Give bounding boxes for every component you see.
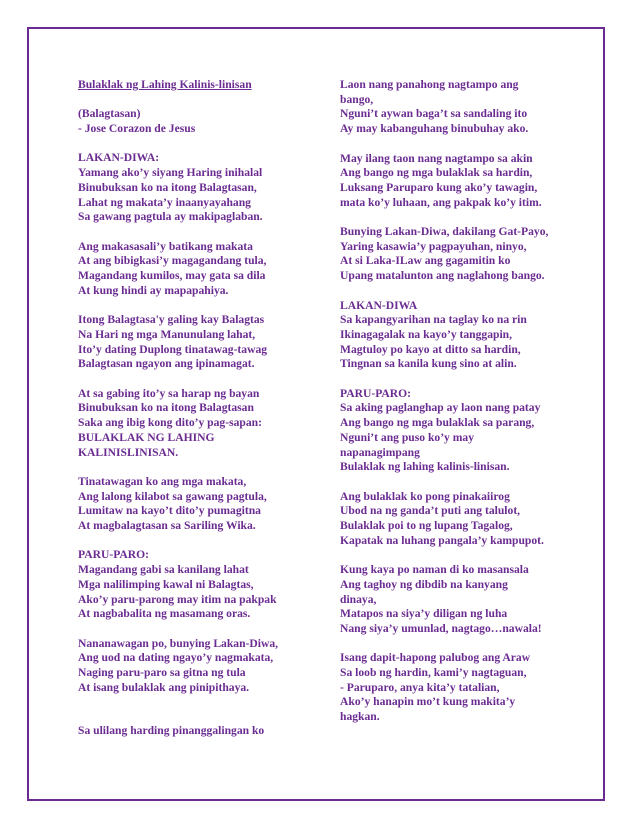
verse-line: Ang makasasali’y batikang makata <box>78 239 253 253</box>
verse-line: Ito’y dating Duplong tinatawag-tawag <box>78 342 268 356</box>
verse-line: Naging paru-paro sa gitna ng tula <box>78 666 246 679</box>
verse-line: bango, <box>340 92 374 106</box>
verse-line: Nguni’t aywan baga’t sa sandaling ito <box>340 107 528 121</box>
verse-line: Ako’y paru-parong may itim na pakpak <box>78 592 277 606</box>
verse-line: Saka ang ibig kong dito’y pag-sapan: <box>78 416 262 430</box>
speaker-label: PARU-PARO: <box>78 548 150 562</box>
verse-line: Lahat ng makata’y inaanyayahang <box>78 195 251 209</box>
verse-line: Ang bango ng mga bulaklak sa parang, <box>340 416 535 430</box>
verse-line: Nang siya’y umunlad, nagtago…nawala! <box>340 621 542 635</box>
verse-line: Magtuloy po kayo at ditto sa hardin, <box>340 342 521 356</box>
verse-line: Sa loob ng hardin, kami’y nagtaguan, <box>340 666 527 680</box>
verse-line: Sa gawang pagtula ay makipaglaban. <box>78 210 263 224</box>
verse-line: Luksang Paruparo kung ako’y tawagin, <box>340 180 538 194</box>
verse-line: Matapos na siya’y diligan ng luha <box>340 607 508 621</box>
speaker-label: LAKAN-DIWA <box>340 298 418 312</box>
left-column <box>78 78 328 739</box>
verse-line: Ang taghoy ng dibdib na kanyang <box>340 577 508 591</box>
verse-line: May ilang taon nang nagtampo sa akin <box>340 151 533 165</box>
verse-line: At kung hindi ay mapapahiya. <box>78 283 229 297</box>
verse-line: KALINISLINISAN. <box>78 445 179 459</box>
verse-line: napanagimpang <box>340 445 420 459</box>
verse-line: Lumitaw na kayo’t dito’y pumagitna <box>78 504 261 518</box>
verse-line: At isang bulaklak ang pinipithaya. <box>78 680 250 694</box>
verse-line: Sa ulilang harding pinanggalingan ko <box>78 724 265 738</box>
verse-line: At si Laka-ILaw ang gagamitin ko <box>340 254 511 268</box>
verse-line: Kapatak na luhang pangala’y kampupot. <box>340 533 544 547</box>
verse-line: dinaya, <box>340 592 377 606</box>
verse-line: Na Hari ng mga Manunulang lahat, <box>78 327 256 341</box>
verse-line: Bunying Lakan-Diwa, dakilang Gat-Payo, <box>340 225 549 238</box>
verse-line: Ay may kabanguhang binubuhay ako. <box>340 122 529 136</box>
verse-line: Sa kapangyarihan na taglay ko na rin <box>340 313 527 327</box>
verse-line: At ang bibigkasi’y magagandang tula, <box>78 254 267 268</box>
right-column <box>340 78 595 725</box>
verse-line: Balagtasan ngayon ang ipinamagat. <box>78 357 255 371</box>
verse-line: Magandang kumilos, may gata sa dila <box>78 269 266 283</box>
poem-title: Bulaklak ng Lahing Kalinis-linisan <box>78 78 252 91</box>
verse-line: Nguni’t ang puso ko’y may <box>340 430 475 444</box>
verse-line: Binubuksan ko na itong Balagtasan, <box>78 180 257 194</box>
verse-line: hagkan. <box>340 710 380 724</box>
subtitle: (Balagtasan) <box>78 107 141 121</box>
verse-line: Ubod na ng ganda’t puti ang talulot, <box>340 504 521 518</box>
verse-line: BULAKLAK NG LAHING <box>78 430 215 444</box>
speaker-label: LAKAN-DIWA: <box>78 151 160 165</box>
verse-line: Bulaklak ng lahing kalinis-linisan. <box>340 460 510 474</box>
verse-line: Upang matalunton ang naglahong bango. <box>340 269 545 283</box>
verse-line: Ikinagagalak na kayo’y tanggapin, <box>340 327 513 341</box>
verse-line: Ako’y hanapin mo’t kung makita’y <box>340 695 516 709</box>
verse-line: Ang bango ng mga bulaklak sa hardin, <box>340 166 533 180</box>
verse-line: Magandang gabi sa kanilang lahat <box>78 563 249 577</box>
verse-line: Yamang ako’y siyang Haring inihalal <box>78 166 263 180</box>
verse-line: mata ko’y luhaan, ang pakpak ko’y itim. <box>340 195 542 209</box>
verse-line: Tinatawagan ko ang mga makata, <box>78 474 247 488</box>
verse-line: Itong Balagtasa'y galing kay Balagtas <box>78 313 265 327</box>
verse-line: At magbalagtasan sa Sariling Wika. <box>78 519 256 532</box>
verse-line: Nananawagan po, bunying Lakan-Diwa, <box>78 636 279 650</box>
verse-line: Isang dapit-hapong palubog ang Araw <box>340 651 531 665</box>
verse-line: Tingnan sa kanila kung sino at alin. <box>340 357 517 371</box>
verse-line: Sa aking paglanghap ay laon nang patay <box>340 401 541 415</box>
verse-line: Ang bulaklak ko pong pinakaiirog <box>340 489 510 503</box>
verse-line: Binubuksan ko na itong Balagtasan <box>78 401 254 415</box>
speaker-label: PARU-PARO: <box>340 386 412 400</box>
verse-line: Mga nalilimping kawal ni Balagtas, <box>78 577 254 591</box>
verse-line: At sa gabing ito’y sa harap ng bayan <box>78 386 260 400</box>
verse-line: Laon nang panahong nagtampo ang <box>340 78 519 91</box>
verse-line: Ang lalong kilabot sa gawang pagtula, <box>78 489 267 503</box>
verse-line: Bulaklak poi to ng lupang Tagalog, <box>340 519 513 533</box>
verse-line: Yaring kasawia’y pagpayuhan, ninyo, <box>340 239 527 253</box>
author: - Jose Corazon de Jesus <box>78 122 196 136</box>
verse-line: At nagbabalita ng masamang oras. <box>78 607 251 621</box>
verse-line: - Paruparo, anya kita’y tatalian, <box>340 680 500 694</box>
verse-line: Kung kaya po naman di ko masansala <box>340 563 529 577</box>
verse-line: Ang uod na dating ngayo’y nagmakata, <box>78 651 274 665</box>
